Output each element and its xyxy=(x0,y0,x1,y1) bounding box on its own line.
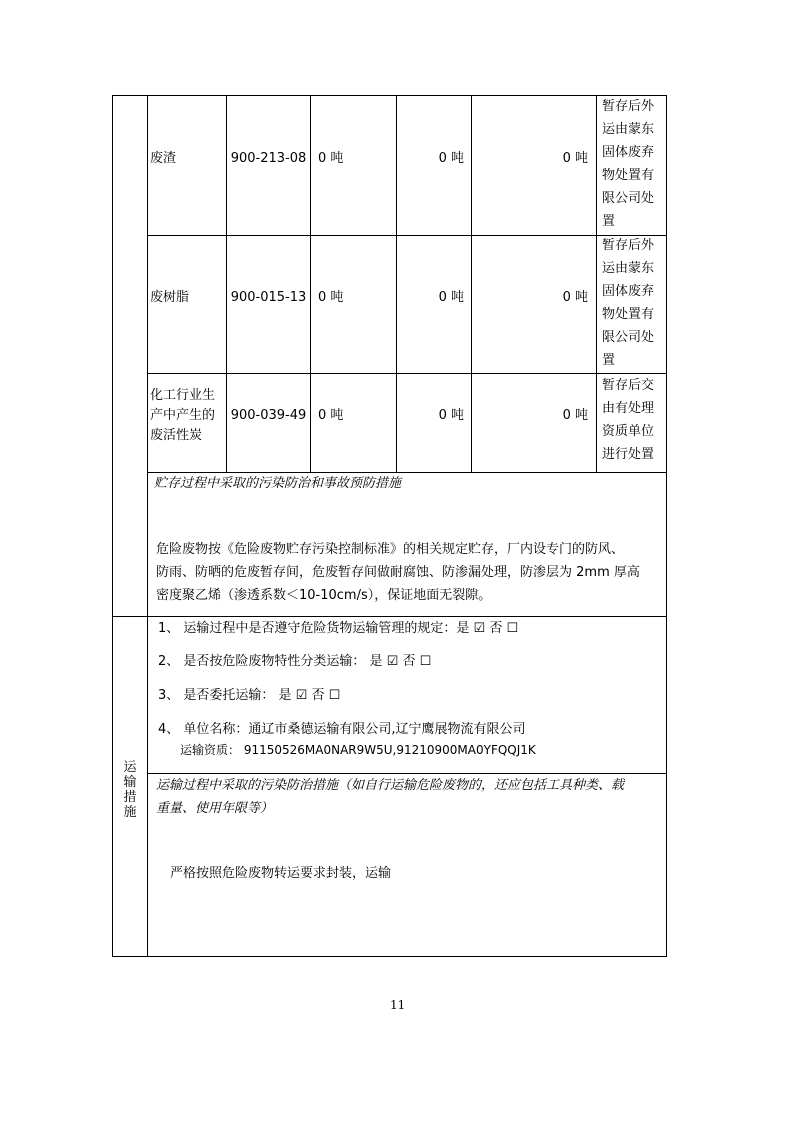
storage-body-line: 危险废物按《危险废物贮存污染控制标准》的相关规定贮存，厂内设专门的防风、 xyxy=(156,542,625,557)
transport-item: 1、 运输过程中是否遵守危险货物运输管理的规定：是 ☑ 否 ☐ xyxy=(158,621,519,636)
quantity-cell: 0 吨 xyxy=(318,151,344,166)
waste-name: 废渣 xyxy=(150,151,177,166)
transport-item: 3、 是否委托运输： 是 ☑ 否 ☐ xyxy=(158,688,341,703)
transport-measures-heading: 运输过程中采取的污染防治措施（如自行运输危险废物的，还应包括工具种类、载 xyxy=(156,778,625,793)
row-divider-2 xyxy=(147,373,667,374)
waste-code: 900-015-13 xyxy=(230,290,307,305)
transport-side-label: 运输措施 xyxy=(123,760,137,820)
quantity-cell: 0 吨 xyxy=(438,151,464,166)
table-left-border xyxy=(112,95,113,957)
quantity-cell: 0 吨 xyxy=(318,290,344,305)
transport-item: 2、 是否按危险废物特性分类运输： 是 ☑ 否 ☐ xyxy=(158,654,432,669)
quantity-cell: 0 吨 xyxy=(562,408,588,423)
quantity-cell: 0 吨 xyxy=(562,151,588,166)
transport-measures-body: 严格按照危险废物转运要求封装，运输 xyxy=(170,866,392,881)
table-top-border xyxy=(112,95,667,96)
transport-qualification: 运输资质： 91150526MA0NAR9W5U,91210900MA0YFQQJ1K xyxy=(180,743,536,757)
transport-measures-heading: 重量、使用年限等） xyxy=(156,801,274,816)
quantity-cell: 0 吨 xyxy=(438,290,464,305)
document-page: 废渣 900-213-08 0 吨 0 吨 0 吨 暂存后外 运由蒙东 固体废弃 物处置有 限公司处 置 废树脂 900-015-13 0 吨 0 吨 0 吨 暂存后外 运由蒙东 固体废弃 物处置有 限公司处 置 化工行业生 产中产生的 废活性炭 900-039-49 0 吨 0 吨 0 吨 暂存后交 由有处理 资质单位 进行处置 贮存过程中采取的污染防治和事故预防措施 危险废物按《危险废物贮存污染控制标准》的相关规定贮存，厂内设专门的防风、 防雨、防晒的危废暂存间，危废暂存间做耐腐蚀、防渗漏处理，防渗层为 2mm 厚高 密度聚乙烯（渗透系数＜10-10cm/s），保证地面无裂隙。 运输措施 1、 运输过程中是否遵守危险货物运输管理的规定：是 ☑ 否 ☐ 2、 是否按危险废物特性分类运输： 是 ☑ 否 ☐ 3、 是否委托运输： 是 ☑ 否 ☐ 4、 单位名称：通辽市桑德运输有限公司,辽宁鹰展物流有限公司 运输资质： 91150526MA0NAR9W5U,91210900MA0YFQQJ1K 运输过程中采取的污染防治措施（如自行运输危险废物的，还应包括工具种类、载 重量、使用年限等） 严格按照危险废物转运要求封装，运输 11 xyxy=(0,0,794,1123)
page-number: 11 xyxy=(390,998,406,1012)
quantity-cell: 0 吨 xyxy=(318,408,344,423)
waste-code: 900-039-49 xyxy=(230,408,307,423)
col-divider-5 xyxy=(596,95,597,473)
waste-code: 900-213-08 xyxy=(230,151,307,166)
storage-body-line: 防雨、防晒的危废暂存间，危废暂存间做耐腐蚀、防渗漏处理，防渗层为 2mm 厚高 xyxy=(156,565,640,580)
side-column-divider xyxy=(147,95,148,957)
storage-heading: 贮存过程中采取的污染防治和事故预防措施 xyxy=(154,476,402,491)
quantity-cell: 0 吨 xyxy=(562,290,588,305)
col-divider-2 xyxy=(310,95,311,473)
table-bottom-border xyxy=(112,956,667,957)
row-divider-1 xyxy=(147,235,667,236)
quantity-cell: 0 吨 xyxy=(438,408,464,423)
transport-item: 4、 单位名称：通辽市桑德运输有限公司,辽宁鹰展物流有限公司 xyxy=(158,722,526,737)
waste-name: 废树脂 xyxy=(150,290,190,305)
table-right-border xyxy=(666,95,667,957)
storage-body-line: 密度聚乙烯（渗透系数＜10-10cm/s），保证地面无裂隙。 xyxy=(156,588,492,603)
